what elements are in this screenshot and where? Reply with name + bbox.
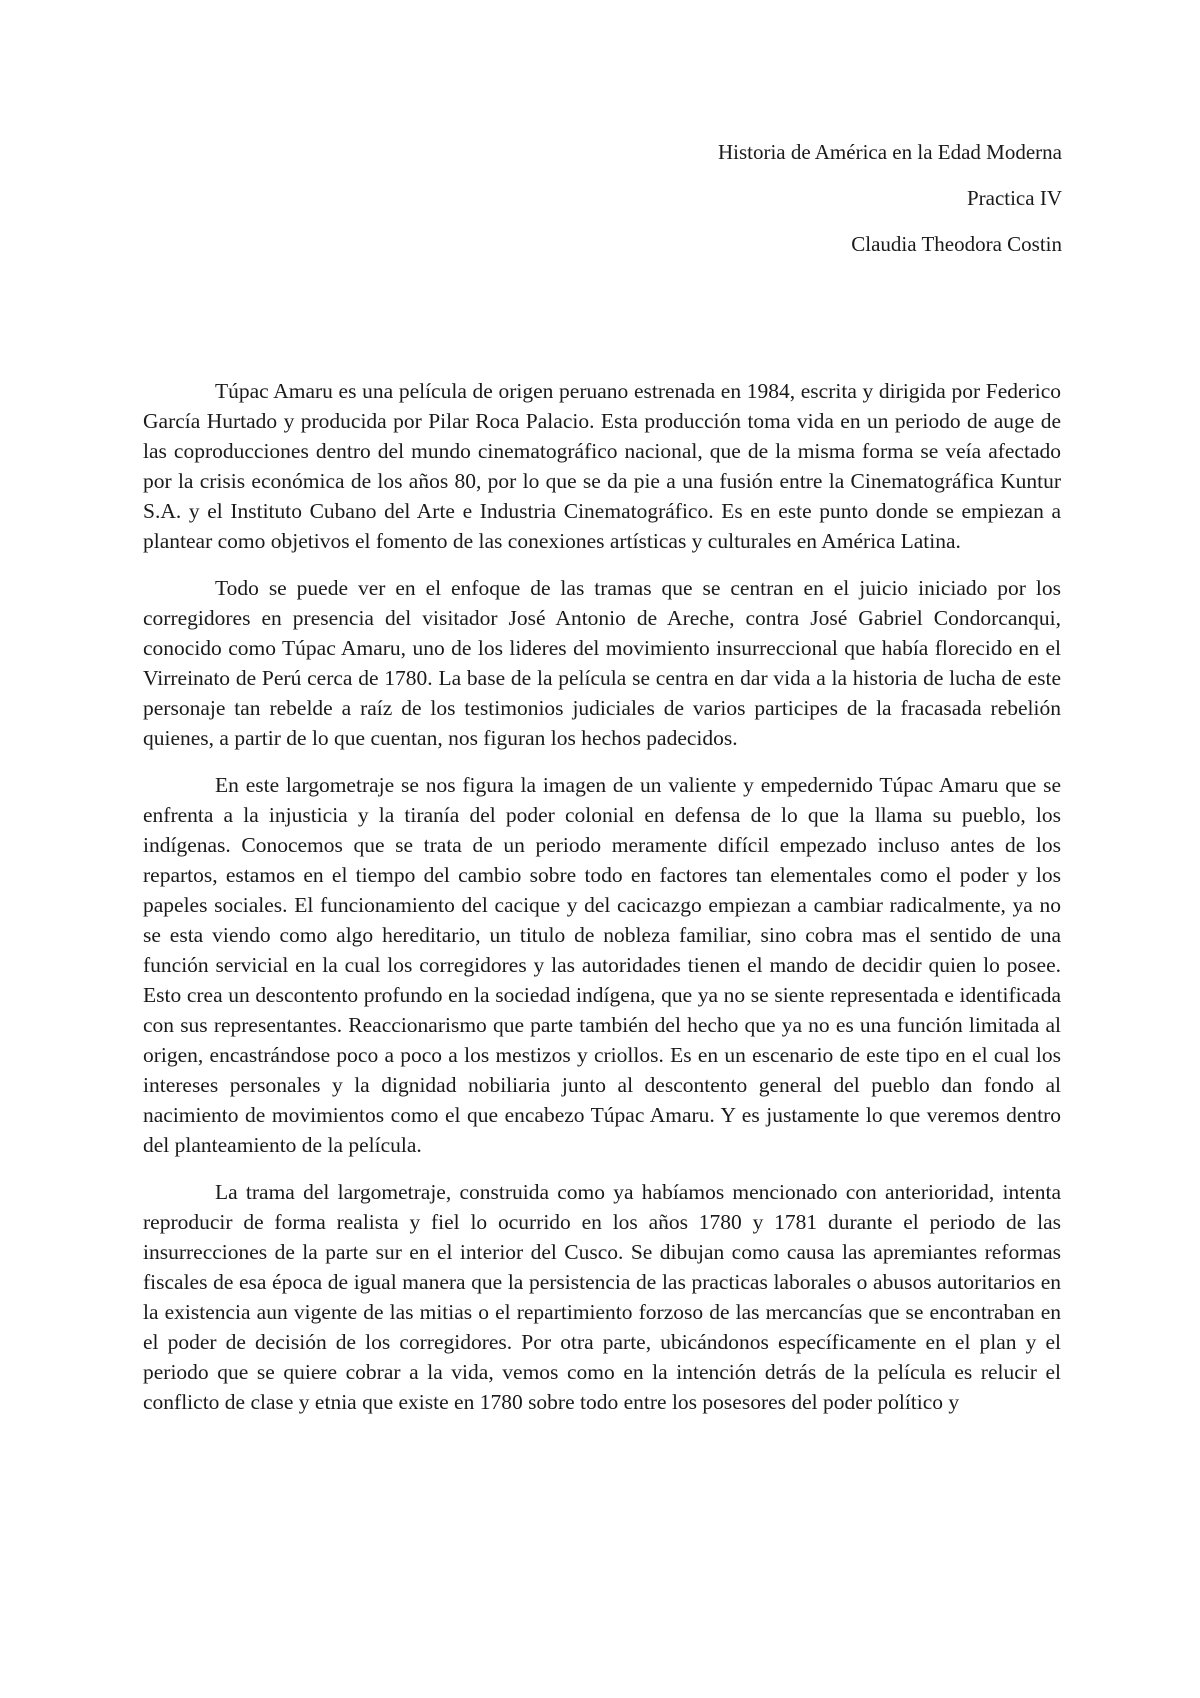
paragraph-1: Túpac Amaru es una película de origen peruano estrenada en 1984, escrita y dirigida por Federico García Hurtado y producida por Pilar Roca Palacio. Esta producción toma vida en un periodo de auge de las coproducciones dentro del mundo cinematográfico nacional, que de la misma forma se veía afectado por la crisis económica de los años 80, por lo que se da pie a una fusión entre la Cinematográfica Kuntur S.A. y el Instituto Cubano del Arte e Industria Cinematográfico. Es en este punto donde se empiezan a plantear como objetivos el fomento de las conexiones artísticas y culturales en América Latina. xyxy=(143,379,1061,553)
assignment-title: Practica IV xyxy=(966,186,1062,210)
course-title: Historia de América en la Edad Moderna xyxy=(717,140,1062,164)
paragraph-2: Todo se puede ver en el enfoque de las tramas que se centran en el juicio iniciado por los corregidores en presencia del visitador José Antonio de Areche, contra José Gabriel Condorcanqui, conocido como Túpac Amaru, uno de los lideres del movimiento insurreccional que había florecido en el Virreinato de Perú cerca de 1780. La base de la película se centra en dar vida a la historia de lucha de este personaje tan rebelde a raíz de los testimonios judiciales de varios participes de la fracasada rebelión quienes, a partir de lo que cuentan, nos figuran los hechos padecidos. xyxy=(143,576,1061,750)
document-body xyxy=(143,376,1061,1434)
paragraph-3: En este largometraje se nos figura la imagen de un valiente y empedernido Túpac Amaru que se enfrenta a la injusticia y la tiranía del poder colonial en defensa de lo que la llama su pueblo, los indígenas. Conocemos que se trata de un periodo meramente difícil empezado incluso antes de los repartos, estamos en el tiempo del cambio sobre todo en factores tan elementales como el poder y los papeles sociales. El funcionamiento del cacique y del cacicazgo empiezan a cambiar radicalmente, ya no se esta viendo como algo hereditario, un titulo de nobleza familiar, sino cobra mas el sentido de una función servicial en la cual los corregidores y las autoridades tienen el mando de decidir quien lo posee. Esto crea un descontento profundo en la sociedad indígena, que ya no se siente representada e identificada con sus representantes. Reaccionarismo que parte también del hecho que ya no es una función limitada al origen, encastrándose poco a poco a los mestizos y criollos. Es en un escenario de este tipo en el cual los intereses personales y la dignidad nobiliaria junto al descontento general del pueblo dan fondo al nacimiento de movimientos como el que encabezo Túpac Amaru. Y es justamente lo que veremos dentro del planteamiento de la película. xyxy=(143,773,1061,1157)
author-name: Claudia Theodora Costin xyxy=(851,232,1062,256)
paragraph-4: La trama del largometraje, construida como ya habíamos mencionado con anterioridad, intenta reproducir de forma realista y fiel lo ocurrido en los años 1780 y 1781 durante el periodo de las insurrecciones de la parte sur en el interior del Cusco. Se dibujan como causa las apremiantes reformas fiscales de esa época de igual manera que la persistencia de las practicas laborales o abusos autoritarios en la existencia aun vigente de las mitias o el repartimiento forzoso de las mercancías que se encontraban en el poder de decisión de los corregidores. Por otra parte, ubicándonos específicamente en el plan y el periodo que se quiere cobrar a la vida, vemos como en la intención detrás de la película es relucir el conflicto de clase y etnia que existe en 1780 sobre todo entre los posesores del poder político y xyxy=(143,1180,1061,1414)
document-header xyxy=(718,140,1062,278)
